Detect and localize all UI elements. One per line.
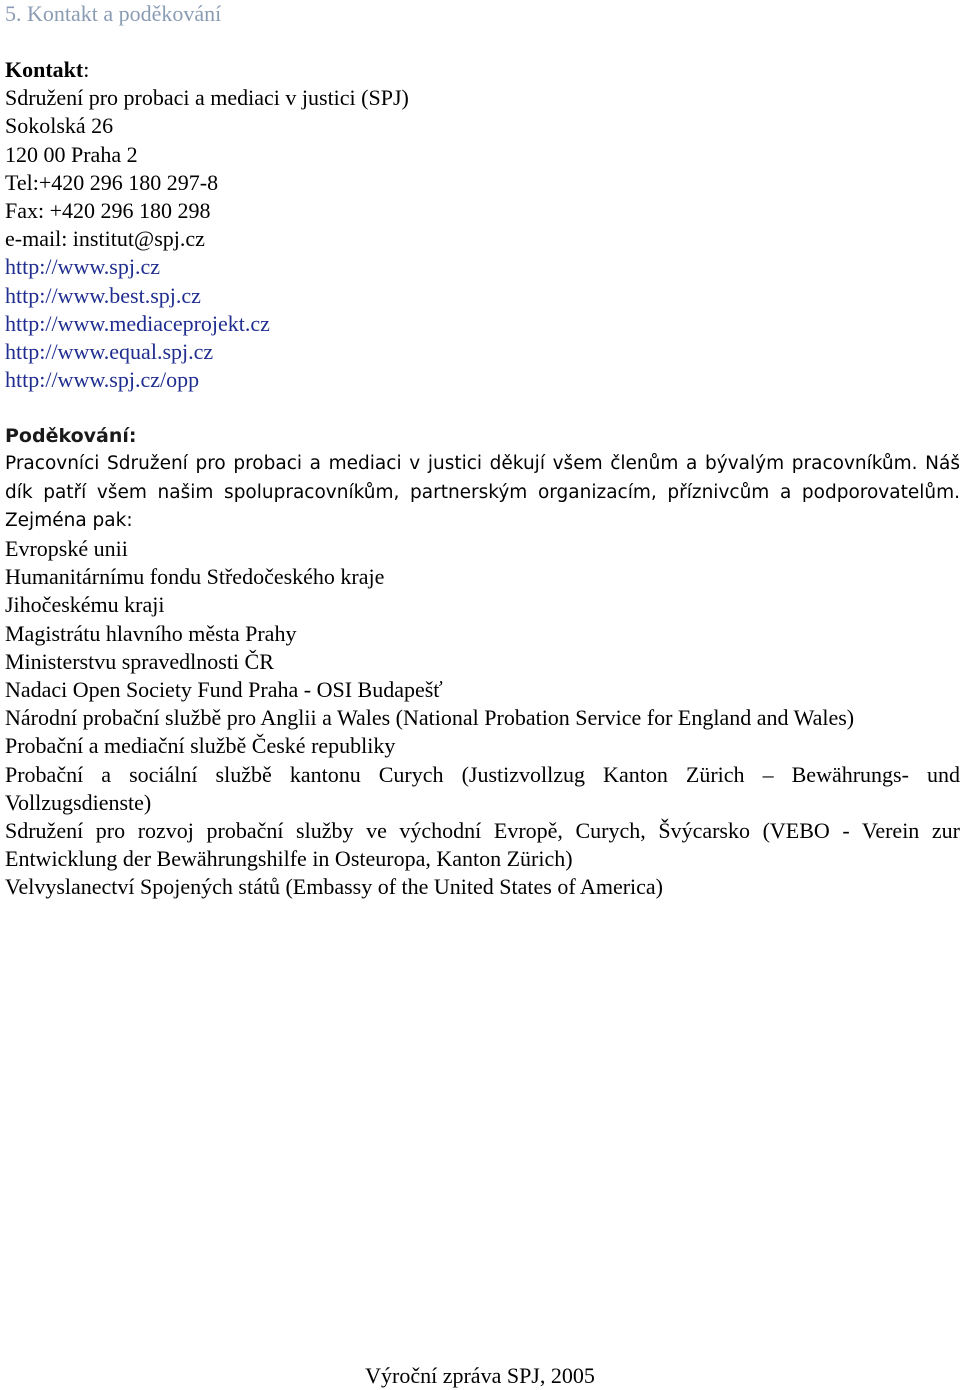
- contact-street: Sokolská 26: [5, 113, 114, 139]
- donor-item: Magistrátu hlavního města Prahy: [5, 620, 297, 646]
- contact-links: [5, 253, 960, 394]
- contact-city: 120 00 Praha 2: [5, 141, 138, 167]
- contact-heading-colon: :: [83, 57, 90, 82]
- donor-item: Velvyslanectví Spojených států (Embassy of the United States of America): [5, 874, 664, 900]
- contact-email[interactable]: e-mail: institut@spj.cz: [5, 226, 205, 252]
- link-spj[interactable]: http://www.spj.cz: [5, 254, 160, 280]
- donor-item: Jihočeskému kraji: [5, 592, 165, 618]
- contact-heading: [5, 56, 960, 84]
- donor-item: Evropské unii: [5, 536, 128, 562]
- contact-heading-label: Kontakt: [5, 57, 84, 82]
- donor-item: Ministerstvu spravedlnosti ČR: [5, 648, 274, 674]
- donor-item: Probační a sociální službě kantonu Curych (Justizvollzug Kanton Zürich – Bewährungs- und Vollzugsdienste): [5, 761, 960, 815]
- donor-item: Probační a mediační službě České republiky: [5, 733, 396, 759]
- donor-item: Humanitárnímu fondu Středočeského kraje: [5, 564, 385, 590]
- donor-item: Nadaci Open Society Fund Praha - OSI Budapešť: [5, 677, 443, 703]
- contact-phone: Tel:+420 296 180 297-8: [5, 169, 219, 195]
- donor-item: Národní probační službě pro Anglii a Wales (National Probation Service for England and Wales): [5, 705, 855, 731]
- spacer: [5, 28, 960, 56]
- link-equal-spj[interactable]: http://www.equal.spj.cz: [5, 339, 214, 365]
- contact-organization: Sdružení pro probaci a mediaci v justici (SPJ): [5, 85, 409, 111]
- link-mediaceprojekt[interactable]: http://www.mediaceprojekt.cz: [5, 310, 270, 336]
- contact-address-block: [5, 84, 960, 253]
- link-best-spj[interactable]: http://www.best.spj.cz: [5, 282, 201, 308]
- contact-fax: Fax: +420 296 180 298: [5, 198, 211, 224]
- donor-item: Sdružení pro rozvoj probační služby ve východní Evropě, Curych, Švýcarsko (VEBO - Verein zur Entwicklung der Bewährungshilfe in Osteuropa, Kanton Zürich): [5, 818, 960, 872]
- footer-text: Výroční zpráva SPJ, 2005: [365, 1363, 595, 1388]
- page-footer: [0, 1362, 960, 1390]
- section-title: 5. Kontakt a poděkování: [5, 1, 222, 26]
- link-spj-opp[interactable]: http://www.spj.cz/opp: [5, 367, 200, 393]
- document-page: [5, 0, 960, 902]
- donor-list: [5, 535, 960, 902]
- thanks-heading: Poděkování:: [5, 425, 137, 448]
- thanks-paragraph: Pracovníci Sdružení pro probaci a mediaci v justici děkují všem členům a bývalým pracovníkům. Náš dík patří všem našim spolupracovníkům, partnerským organizacím, příznivcům a podporovatelům. Zejména pak:: [5, 453, 960, 531]
- spacer: [5, 394, 960, 422]
